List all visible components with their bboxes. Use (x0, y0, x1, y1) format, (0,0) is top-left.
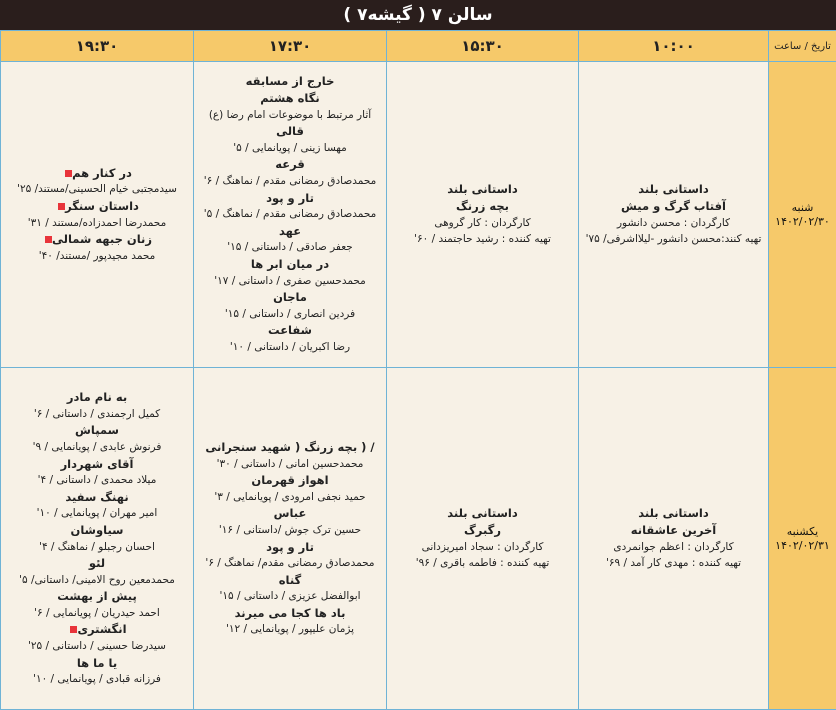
program-title: پیش از بهشت (57, 589, 137, 604)
program-credit: فرنوش عابدی / پویانمایی / ۹' (32, 440, 162, 453)
program-credit: ابوالفضل عزیزی / داستانی / ۱۵' (219, 590, 361, 603)
time-header: ۱۹:۳۰ (1, 31, 194, 62)
program-title: عهد (278, 223, 302, 238)
program-credit: محمدرضا احمدزاده/مستند / ۳۱' (27, 216, 167, 229)
program-credit: محمدحسین صفری / داستانی / ۱۷' (214, 274, 366, 287)
program-title: زنان جبهه شمالی (4, 231, 190, 248)
program-title: سیاوشان (70, 522, 124, 537)
program-cell (387, 368, 579, 710)
program-title: نگاه هشتم (260, 91, 320, 106)
program-title: داستان سنگر (4, 198, 190, 215)
program-credit: کمیل ارجمندی / داستانی / ۶' (33, 407, 161, 420)
program-title: باد ها کجا می میرند (234, 605, 346, 620)
program-title: خارج از مسابقه (245, 74, 335, 89)
program-credit: تهیه کننده : رشید حاجتمند / ۶۰' (414, 233, 551, 246)
program-title: عباس (273, 506, 307, 521)
program-title: گناه (278, 572, 302, 587)
program-credit: فردین انصاری / داستانی / ۱۵' (224, 307, 356, 320)
program-credit: رضا اکبریان / داستانی / ۱۰' (229, 340, 351, 353)
program-title: یا ما ها (76, 655, 118, 670)
hall-title: سالن ۷ ( گیشه۷ ) (343, 5, 493, 25)
program-credit: تهیه کننده : فاطمه باقری / ۹۶' (415, 557, 550, 570)
program-credit: احسان رجبلو / نماهنگ / ۴' (39, 540, 155, 553)
program-title: شفاعت (268, 323, 312, 338)
program-credit: محمدصادق رمضانی مقدم/ نماهنگ / ۶' (205, 557, 375, 570)
date-time-header: تاریخ / ساعت (769, 31, 836, 62)
day-cell (769, 368, 836, 710)
program-cell (194, 368, 387, 710)
program-title: داستانی بلند (447, 506, 518, 521)
program-title: در میان ابر ها (250, 256, 330, 271)
program-title: داستانی بلند (638, 182, 709, 197)
program-title: داستانی بلند (638, 506, 709, 521)
program-title: آخرین عاشقانه (630, 522, 717, 537)
program-cell (1, 368, 194, 710)
program-credit: جعفر صادقی / داستانی / ۱۵' (227, 241, 353, 254)
day-cell (769, 62, 836, 368)
program-title: تار و پود (266, 539, 314, 554)
program-title: تار و پود (266, 190, 314, 205)
program-title: آفتاب گرگ و میش (621, 198, 726, 213)
program-credit: احمد حیدریان / پویانمایی / ۶' (34, 606, 160, 619)
program-credit: محمدصادق رمضانی مقدم / نماهنگ / ۶' (203, 175, 377, 188)
program-title: سمپاش (75, 423, 119, 438)
program-credit: میلاد محمدی / داستانی / ۴' (37, 474, 157, 487)
program-title: رگبرگ (464, 522, 501, 537)
program-credit: پژمان علیپور / پویانمایی / ۱۲' (225, 623, 355, 636)
program-credit: امیر مهران / پویانمایی / ۱۰' (36, 507, 158, 520)
day-row (1, 368, 836, 710)
program-title: به نام مادر (66, 390, 128, 405)
program-title: داستانی بلند (447, 182, 518, 197)
program-cell (387, 62, 579, 368)
program-credit: کارگردان : محسن دانشور (616, 216, 731, 229)
program-credit: تهیه کننده : مهدی کار آمد / ۶۹' (605, 557, 742, 570)
program-title: نهنگ سفید (65, 489, 129, 504)
program-credit: مهسا زینی / پویانمایی / ۵' (233, 141, 347, 154)
program-title: انگشتری (4, 621, 190, 638)
program-title: ماجان (273, 290, 307, 305)
program-credit: سیدرضا حسینی / داستانی / ۲۵' (28, 640, 166, 653)
program-title: در کنار هم (4, 165, 190, 182)
title-bar (0, 0, 836, 30)
program-credit: محمدمعین روح الامینی/ داستانی/ ۵' (19, 573, 175, 586)
program-credit: سیدمجتبی خیام الحسینی/مستند/ ۲۵' (17, 183, 177, 196)
program-credit: تهیه کنند:محسن دانشور -لیلااشرفی/ ۷۵' (585, 233, 762, 246)
program-title: بچه زرنگ (456, 198, 509, 213)
red-square-marker-icon (45, 236, 52, 243)
program-title: / ( بچه زرنگ ( شهید سنجرانی (205, 439, 375, 454)
day-name: یکشنبه (786, 524, 819, 538)
program-credit: کارگردان : اعظم جوانمردی (613, 540, 734, 553)
day-name: شنبه (791, 200, 814, 214)
day-date: ۱۴۰۲/۰۲/۳۱ (775, 538, 830, 552)
program-title: اهواز قهرمان (251, 473, 329, 488)
schedule-table (0, 30, 836, 710)
program-credit: کارگردان : کار گروهی (434, 216, 531, 229)
header-row (1, 31, 836, 62)
program-credit: فرزانه قبادی / پویانمایی / ۱۰' (33, 673, 161, 686)
program-title: لئو (88, 556, 106, 571)
program-cell (579, 62, 769, 368)
program-title: قرعه (275, 157, 305, 172)
program-credit: محمدصادق رمضانی مقدم / نماهنگ / ۵' (203, 208, 377, 221)
day-row (1, 62, 836, 368)
program-credit: محمد مجیدپور /مستند/ ۴۰' (38, 249, 156, 262)
program-credit: محمدحسین امانی / داستانی / ۳۰' (216, 457, 364, 470)
time-header: ۱۰:۰۰ (579, 31, 769, 62)
time-header: ۱۷:۳۰ (194, 31, 387, 62)
program-cell (579, 368, 769, 710)
program-title: آقای شهردار (60, 456, 134, 471)
program-cell (194, 62, 387, 368)
program-credit: کارگردان : سجاد امیریزدانی (421, 540, 544, 553)
day-date: ۱۴۰۲/۰۲/۳۰ (775, 214, 830, 228)
program-cell (1, 62, 194, 368)
program-credit: آثار مرتبط با موضوعات امام رضا (ع) (208, 108, 372, 121)
program-credit: حسین ترک جوش /داستانی / ۱۶' (218, 523, 362, 536)
time-header: ۱۵:۳۰ (387, 31, 579, 62)
program-title: قالی (276, 124, 304, 139)
program-credit: حمید نجفی امرودی / پویانمایی / ۳' (214, 490, 366, 503)
